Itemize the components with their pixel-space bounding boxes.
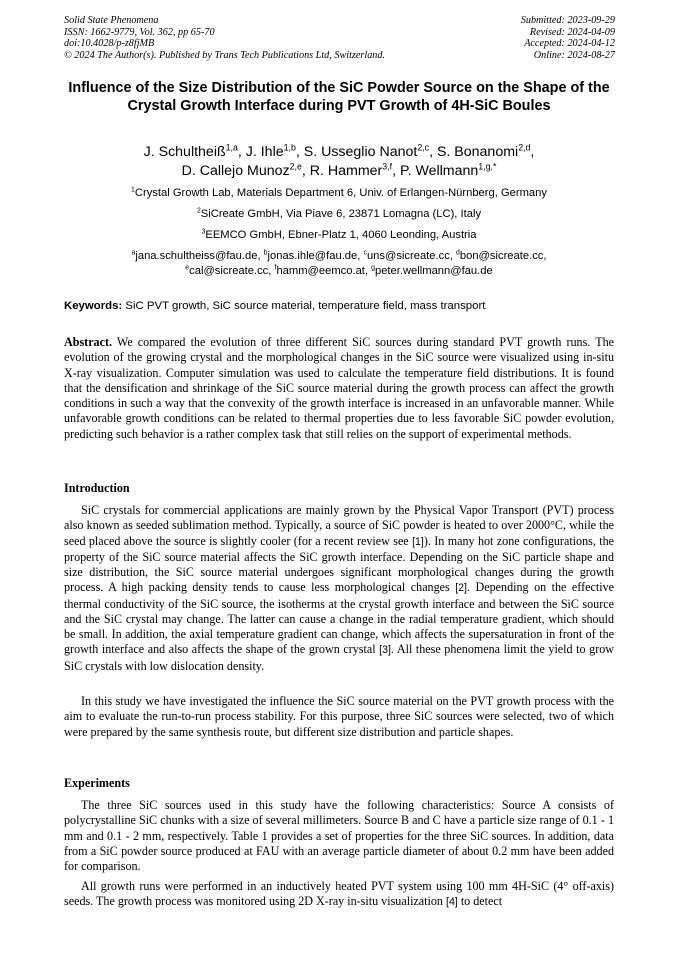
author: R. Hammer$^{3,f}$, [309, 160, 400, 179]
keywords-label: Keywords: [64, 300, 123, 312]
introduction-heading: Introduction [64, 481, 130, 495]
email: $^f$hamm@eemco.at, [274, 264, 372, 277]
affiliation-2: $^2$SiCreate GmbH, Via Piave 6, 23871 Lomagna (LC), Italy [196, 207, 482, 220]
abstract [64, 335, 614, 442]
experiments-paragraph-2: All growth runs were performed in an inductively heated PVT system using 100 mm 4H-SiC (4° off-axis) seeds. The growth process was monitored using 2D X-ray in-situ visualization [4] to detect [64, 879, 614, 909]
citation[interactable]: [4] [446, 896, 458, 909]
copyright: © 2024 The Author(s). Published by Trans Tech Publications Ltd, Switzerland. [64, 49, 386, 61]
introduction-paragraph-2: In this study we have investigated the influence the SiC source material on the PVT growth process with the aim to evaluate the run-to-run process stability. For this purpose, three SiC sources were selected, two of which were prepared by the same synthesis route, but different size distribution and particle shapes. [64, 694, 614, 739]
introduction-paragraph-1: SiC crystals for commercial applications are mainly grown by the Physical Vapor Transport (PVT) process also known as seeded sublimation method. Typically, a source of SiC powder is heated to over 2000°C, while the seed placed above the source is slightly cooler (for a recent review see [1]). In many hot zone configurations, the property of the SiC source material affects the SiC growth interface. Depending on the SiC particle shape and size distribution, the SiC source material undergoes significant morphological changes during the growth process. A high packing density tends to cause less morphological changes [2]. Depending on the effective thermal conductivity of the SiC source, the isotherms at the crystal growth interface and between the SiC source and the SiC crystal may change. The latter can cause a change in the radial temperature gradient, which should be small. In addition, the axial temperature gradient can change, which affects the supersaturation in front of the growth interface and also affects the shape of the grown crystal [3]. All these phenomena limit the yield to grow SiC crystals with low dislocation density. [64, 503, 615, 673]
author: S. Bonanomi$^{2,d}$, [436, 142, 535, 160]
experiments-heading: Experiments [64, 776, 130, 790]
experiments-paragraph-1: The three SiC sources used in this study have the following characteristics: Source A consists of polycrystalline SiC chunks with a size of several millimeters. Source B and C have a particle size range of 0.1 - 1 mm and 0.1 - 2 mm, respectively. Table 1 provides a set of properties for the three SiC sources. In addition, data from a SiC powder source produced at FAU with an average particle diameter of about 0.2 mm have been added for comparison. [64, 798, 614, 873]
journal-info [64, 15, 385, 61]
email: $^e$cal@sicreate.cc, [185, 264, 275, 277]
revised-date: Revised: 2024-04-09 [529, 26, 615, 38]
abstract-label: Abstract. [64, 335, 113, 349]
author: S. Usseglio Nanot$^{2,c}$, [303, 142, 437, 160]
author: J. Ihle$^{1,b}$, [245, 142, 304, 160]
citation[interactable]: [3] [379, 644, 391, 657]
doi: doi:10.4028/p-z8fjMB [64, 38, 155, 50]
author-emails [64, 249, 614, 279]
accepted-date: Accepted: 2024-04-12 [524, 38, 615, 50]
journal-name: Solid State Phenomena [64, 15, 159, 26]
paper-title: Influence of the Size Distribution of the SiC Powder Source on the Shape of the Crystal Growth Interface during PVT Growth of 4H-SiC Boules [68, 80, 610, 114]
affiliation-3: $^3$EEMCO GmbH, Ebner-Platz 1, 4060 Leonding, Austria [201, 228, 477, 241]
email: $^c$uns@sicreate.cc, [363, 249, 457, 262]
author: J. Schultheiß$^{1,a}$, [143, 142, 246, 160]
author-list [64, 143, 614, 180]
abstract-text: We compared the evolution of three different SiC sources during standard PVT growth runs. The evolution of the growing crystal and the morphological changes in the SiC source were visualized using in-situ X-ray visualization. Computer simulation was used to calculate the temperature field distributions. It is found that the densification and shrinkage of the SiC source material during the growth process can affect the growth conditions in such a way that the convexity of the growth interface is increased in an unfavorable manner. While unfavorable growth conditions can be related to thermal properties due to less favorable SiC powder evolution, predicting such behavior is a rather complex task that still relies on the support of experimental methods. [64, 335, 614, 441]
email: $^b$jonas.ihle@fau.de, [263, 249, 364, 262]
submitted-date: Submitted: 2023-09-29 [520, 15, 615, 26]
issn-volume: ISSN: 1662-9779, Vol. 362, pp 65-70 [64, 26, 215, 38]
author: P. Wellmann$^{1,g,*}$ [399, 160, 497, 179]
email: $^d$bon@sicreate.cc, [456, 249, 547, 262]
author: D. Callejo Munoz$^{2,e}$, [181, 160, 310, 179]
affiliation-1: $^1$Crystal Growth Lab, Materials Department 6, Univ. of Erlangen-Nürnberg, Germany [131, 186, 547, 199]
citation[interactable]: [1] [412, 535, 424, 548]
citation[interactable]: [2] [455, 582, 467, 595]
email: $^g$peter.wellmann@fau.de [371, 264, 493, 277]
email: $^a$jana.schultheiss@fau.de, [131, 249, 264, 262]
online-date: Online: 2024-08-27 [533, 49, 615, 61]
keywords [64, 299, 614, 313]
publication-dates [521, 15, 615, 61]
keywords-text: SiC PVT growth, SiC source material, temperature field, mass transport [125, 300, 486, 312]
